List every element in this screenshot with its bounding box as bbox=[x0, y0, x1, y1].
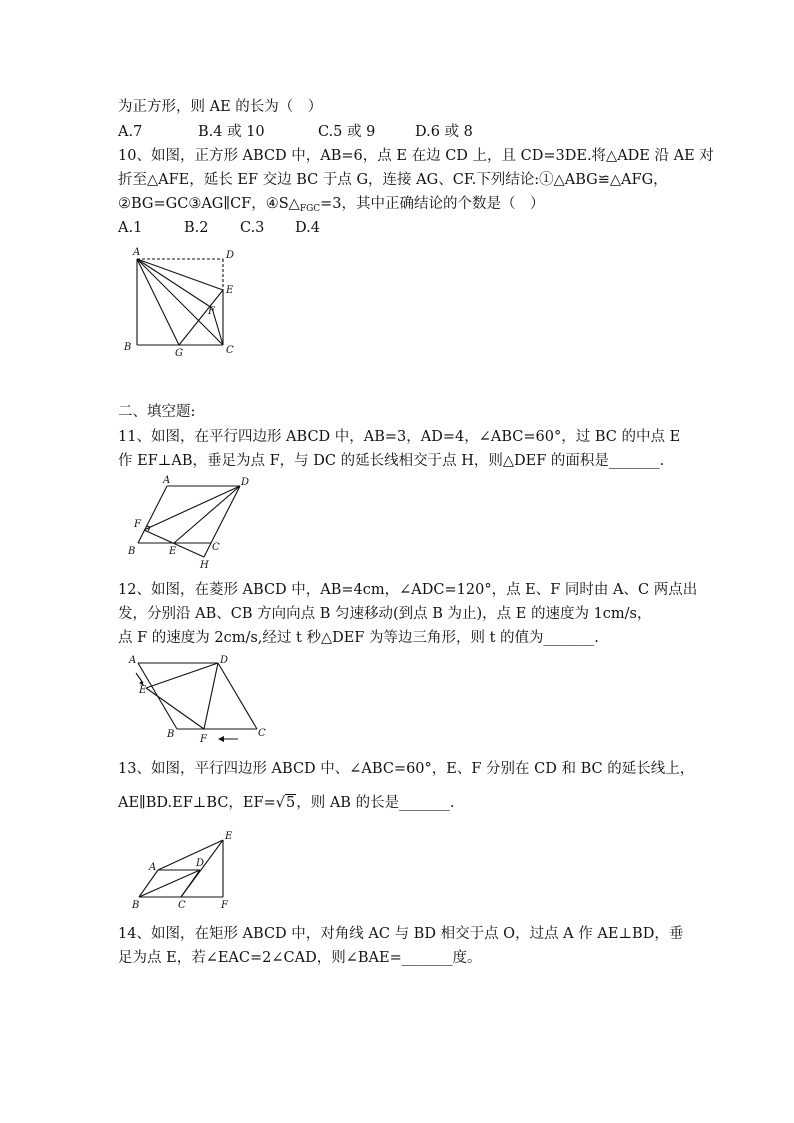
q13-label-e: E bbox=[225, 831, 233, 842]
q9-option-b: B.4 或 10 bbox=[198, 124, 265, 140]
q13-label-c: C bbox=[178, 900, 186, 911]
q11-line2: 作 EF⊥AB，垂足为点 F，与 DC 的延长线相交于点 H，则△DEF 的面积是_______. bbox=[118, 453, 665, 469]
q10-line3-part-b: =3，其中正确结论的个数是（ ） bbox=[320, 196, 545, 212]
q10-label-g: G bbox=[175, 348, 183, 358]
q10-label-f: F bbox=[208, 306, 215, 317]
q10-line3 bbox=[118, 194, 545, 216]
q14-line2: 足为点 E，若∠EAC=2∠CAD，则∠BAE=_______度。 bbox=[118, 950, 482, 966]
q11-label-c: C bbox=[212, 542, 220, 553]
q13-line2 bbox=[118, 793, 454, 813]
q13-line1: 13、如图，平行四边形 ABCD 中、∠ABC=60°，E、F 分别在 CD 和 BC 的延长线上， bbox=[118, 761, 695, 777]
q13-label-a: A bbox=[149, 862, 157, 873]
q10-label-e: E bbox=[226, 285, 234, 296]
q14-line1: 14、如图，在矩形 ABCD 中，对角线 AC 与 BD 相交于点 O，过点 A 作 AE⊥BD，垂 bbox=[118, 926, 684, 942]
q10-square-figure bbox=[120, 246, 250, 358]
q11-label-d: D bbox=[241, 477, 250, 488]
q11-label-b: B bbox=[128, 546, 136, 557]
sqrt-radicand: 5 bbox=[285, 795, 296, 811]
q10-area-subscript: FGC bbox=[299, 204, 321, 214]
q10-option-a: A.1 bbox=[118, 220, 143, 236]
q9-option-c: C.5 或 9 bbox=[318, 124, 376, 140]
q13-parallelogram-figure bbox=[120, 826, 250, 914]
q12-line2: 发，分别沿 AB、CB 方向向点 B 匀速移动(到点 B 为止)，点 E 的速度为 1cm/s， bbox=[118, 606, 652, 622]
q9-option-d: D.6 或 8 bbox=[415, 124, 473, 140]
q10-label-c: C bbox=[226, 345, 234, 356]
q11-label-a: A bbox=[163, 475, 171, 486]
q11-parallelogram-figure bbox=[120, 474, 260, 574]
q12-label-a: A bbox=[129, 655, 137, 666]
q12-label-d: D bbox=[220, 655, 229, 666]
q10-line1: 10、如图，正方形 ABCD 中，AB=6，点 E 在边 CD 上，且 CD=3DE.将△ADE 沿 AE 对 bbox=[118, 148, 714, 164]
q11-label-f: F bbox=[134, 519, 141, 530]
q10-option-d: D.4 bbox=[295, 220, 320, 236]
q10-option-b: B.2 bbox=[184, 220, 209, 236]
q9-tail: 为正方形，则 AE 的长为（ ） bbox=[118, 99, 323, 115]
q12-line3: 点 F 的速度为 2cm/s,经过 t 秒△DEF 为等边三角形，则 t 的值为_______. bbox=[118, 630, 599, 646]
q12-line1: 12、如图，在菱形 ABCD 中，AB=4cm，∠ADC=120°，点 E、F 同时由 A、C 两点出 bbox=[118, 582, 698, 598]
q11-label-e: E bbox=[169, 546, 177, 557]
q12-label-c: C bbox=[258, 728, 266, 739]
q10-option-c: C.3 bbox=[240, 220, 265, 236]
q13-label-b: B bbox=[132, 900, 140, 911]
q10-label-a: A bbox=[133, 247, 141, 258]
q12-rhombus-figure bbox=[120, 650, 270, 745]
sqrt-symbol: √5 bbox=[275, 795, 296, 811]
q10-label-d: D bbox=[226, 250, 235, 261]
q10-line2: 折至△AFE，延长 EF 交边 BC 于点 G，连接 AG、CF.下列结论:①△ABG≌△AFG， bbox=[118, 172, 668, 188]
q9-option-a: A.7 bbox=[118, 124, 143, 140]
q13-line2-part-a: AE∥BD.EF⊥BC，EF= bbox=[118, 795, 276, 811]
q12-label-b: B bbox=[167, 729, 175, 740]
q13-label-f: F bbox=[221, 900, 228, 911]
q13-label-d: D bbox=[196, 858, 205, 869]
q12-label-e: E bbox=[139, 685, 147, 696]
q11-line1: 11、如图，在平行四边形 ABCD 中，AB=3，AD=4，∠ABC=60°，过 BC 的中点 E bbox=[118, 429, 681, 445]
q10-label-b: B bbox=[124, 342, 132, 353]
section-title: 二、填空题: bbox=[118, 404, 196, 420]
q12-label-f: F bbox=[200, 734, 207, 745]
q13-line2-part-b: ，则 AB 的长是_______. bbox=[296, 795, 455, 811]
q11-label-h: H bbox=[200, 560, 209, 571]
q10-line3-part-a: ②BG=GC③AG∥CF，④S△ bbox=[118, 196, 300, 212]
